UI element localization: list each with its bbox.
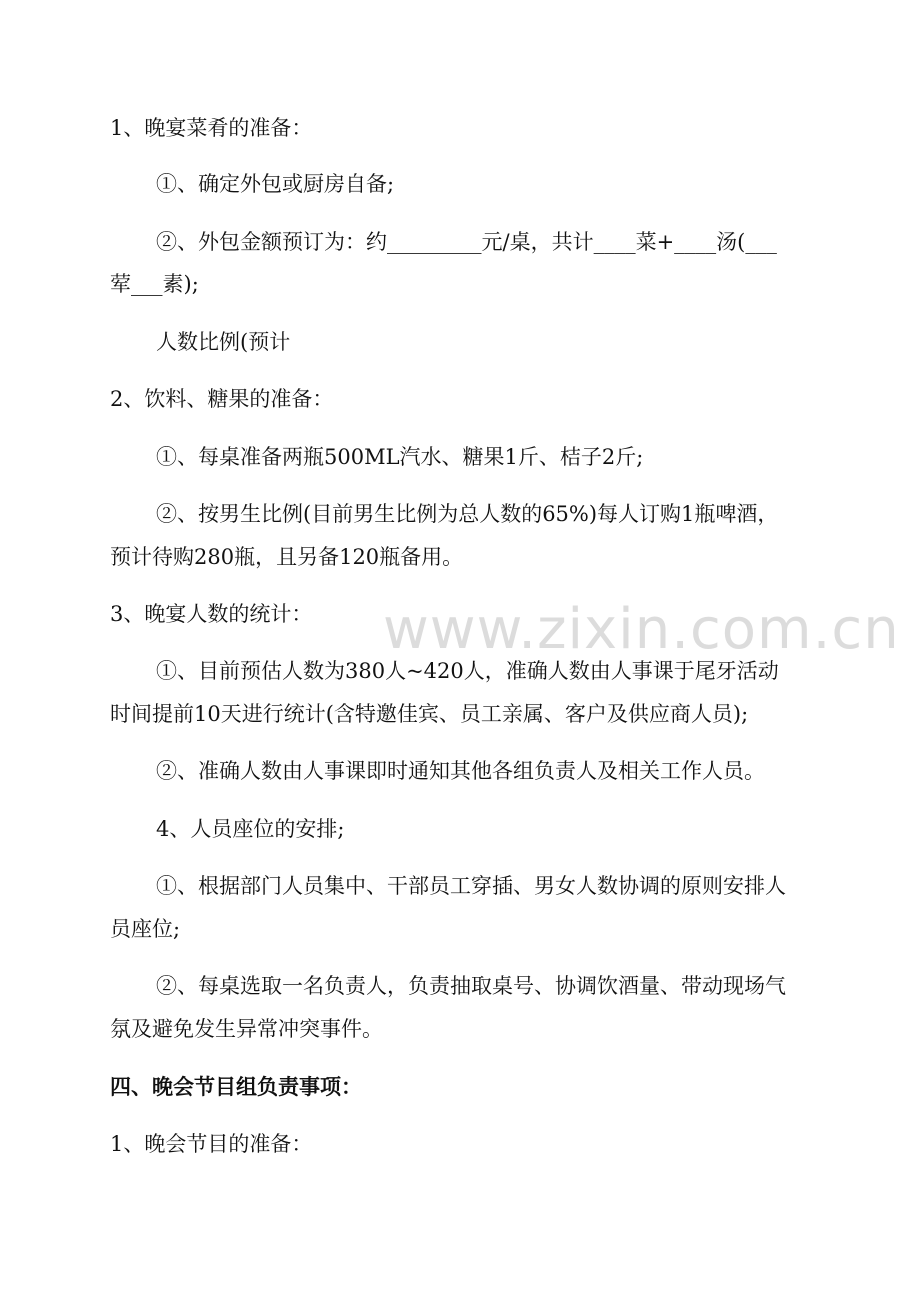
watermark-text: www.zixin.com.cn (383, 597, 900, 662)
paragraph-line: ①、根据部门人员集中、干部员工穿插、男女人数协调的原则安排人 (156, 874, 786, 898)
paragraph-line: ②、按男生比例(目前男生比例为总人数的65%)每人订购1瓶啤酒， (156, 502, 779, 526)
section-heading-seating: 4、人员座位的安排; (156, 817, 345, 841)
paragraph-line: ①、确定外包或厨房自备; (156, 172, 395, 196)
section-heading-drinks-candy: 2、饮料、糖果的准备： (110, 387, 334, 411)
paragraph-line: 氛及避免发生异常冲突事件。 (110, 1017, 383, 1041)
section-heading-program-group: 四、晚会节目组负责事项： (110, 1074, 362, 1099)
paragraph-line: 荤___素); (110, 272, 199, 296)
paragraph-line: 时间提前10天进行统计(含特邀佳宾、员工亲属、客户及供应商人员); (110, 702, 749, 726)
paragraph-line: 预计待购280瓶，且另备120瓶备用。 (110, 545, 464, 569)
paragraph-line: 员座位; (110, 917, 181, 941)
section-heading-headcount: 3、晚宴人数的统计： (110, 602, 313, 626)
paragraph-line: ①、每桌准备两瓶500ML汽水、糖果1斤、桔子2斤; (156, 445, 644, 469)
section-heading-banquet-dishes: 1、晚宴菜肴的准备： (110, 116, 313, 140)
paragraph-line: ②、外包金额预订为：约_________元/桌，共计____菜+____汤(___ (156, 230, 777, 254)
paragraph-line: 人数比例(预计 (156, 330, 291, 354)
paragraph-line: ①、目前预估人数为380人~420人，准确人数由人事课于尾牙活动 (156, 659, 779, 683)
section-heading-program-preparation: 1、晚会节目的准备： (110, 1132, 313, 1156)
paragraph-line: ②、准确人数由人事课即时通知其他各组负责人及相关工作人员。 (156, 759, 765, 783)
paragraph-line: ②、每桌选取一名负责人，负责抽取桌号、协调饮酒量、带动现场气 (156, 974, 786, 998)
